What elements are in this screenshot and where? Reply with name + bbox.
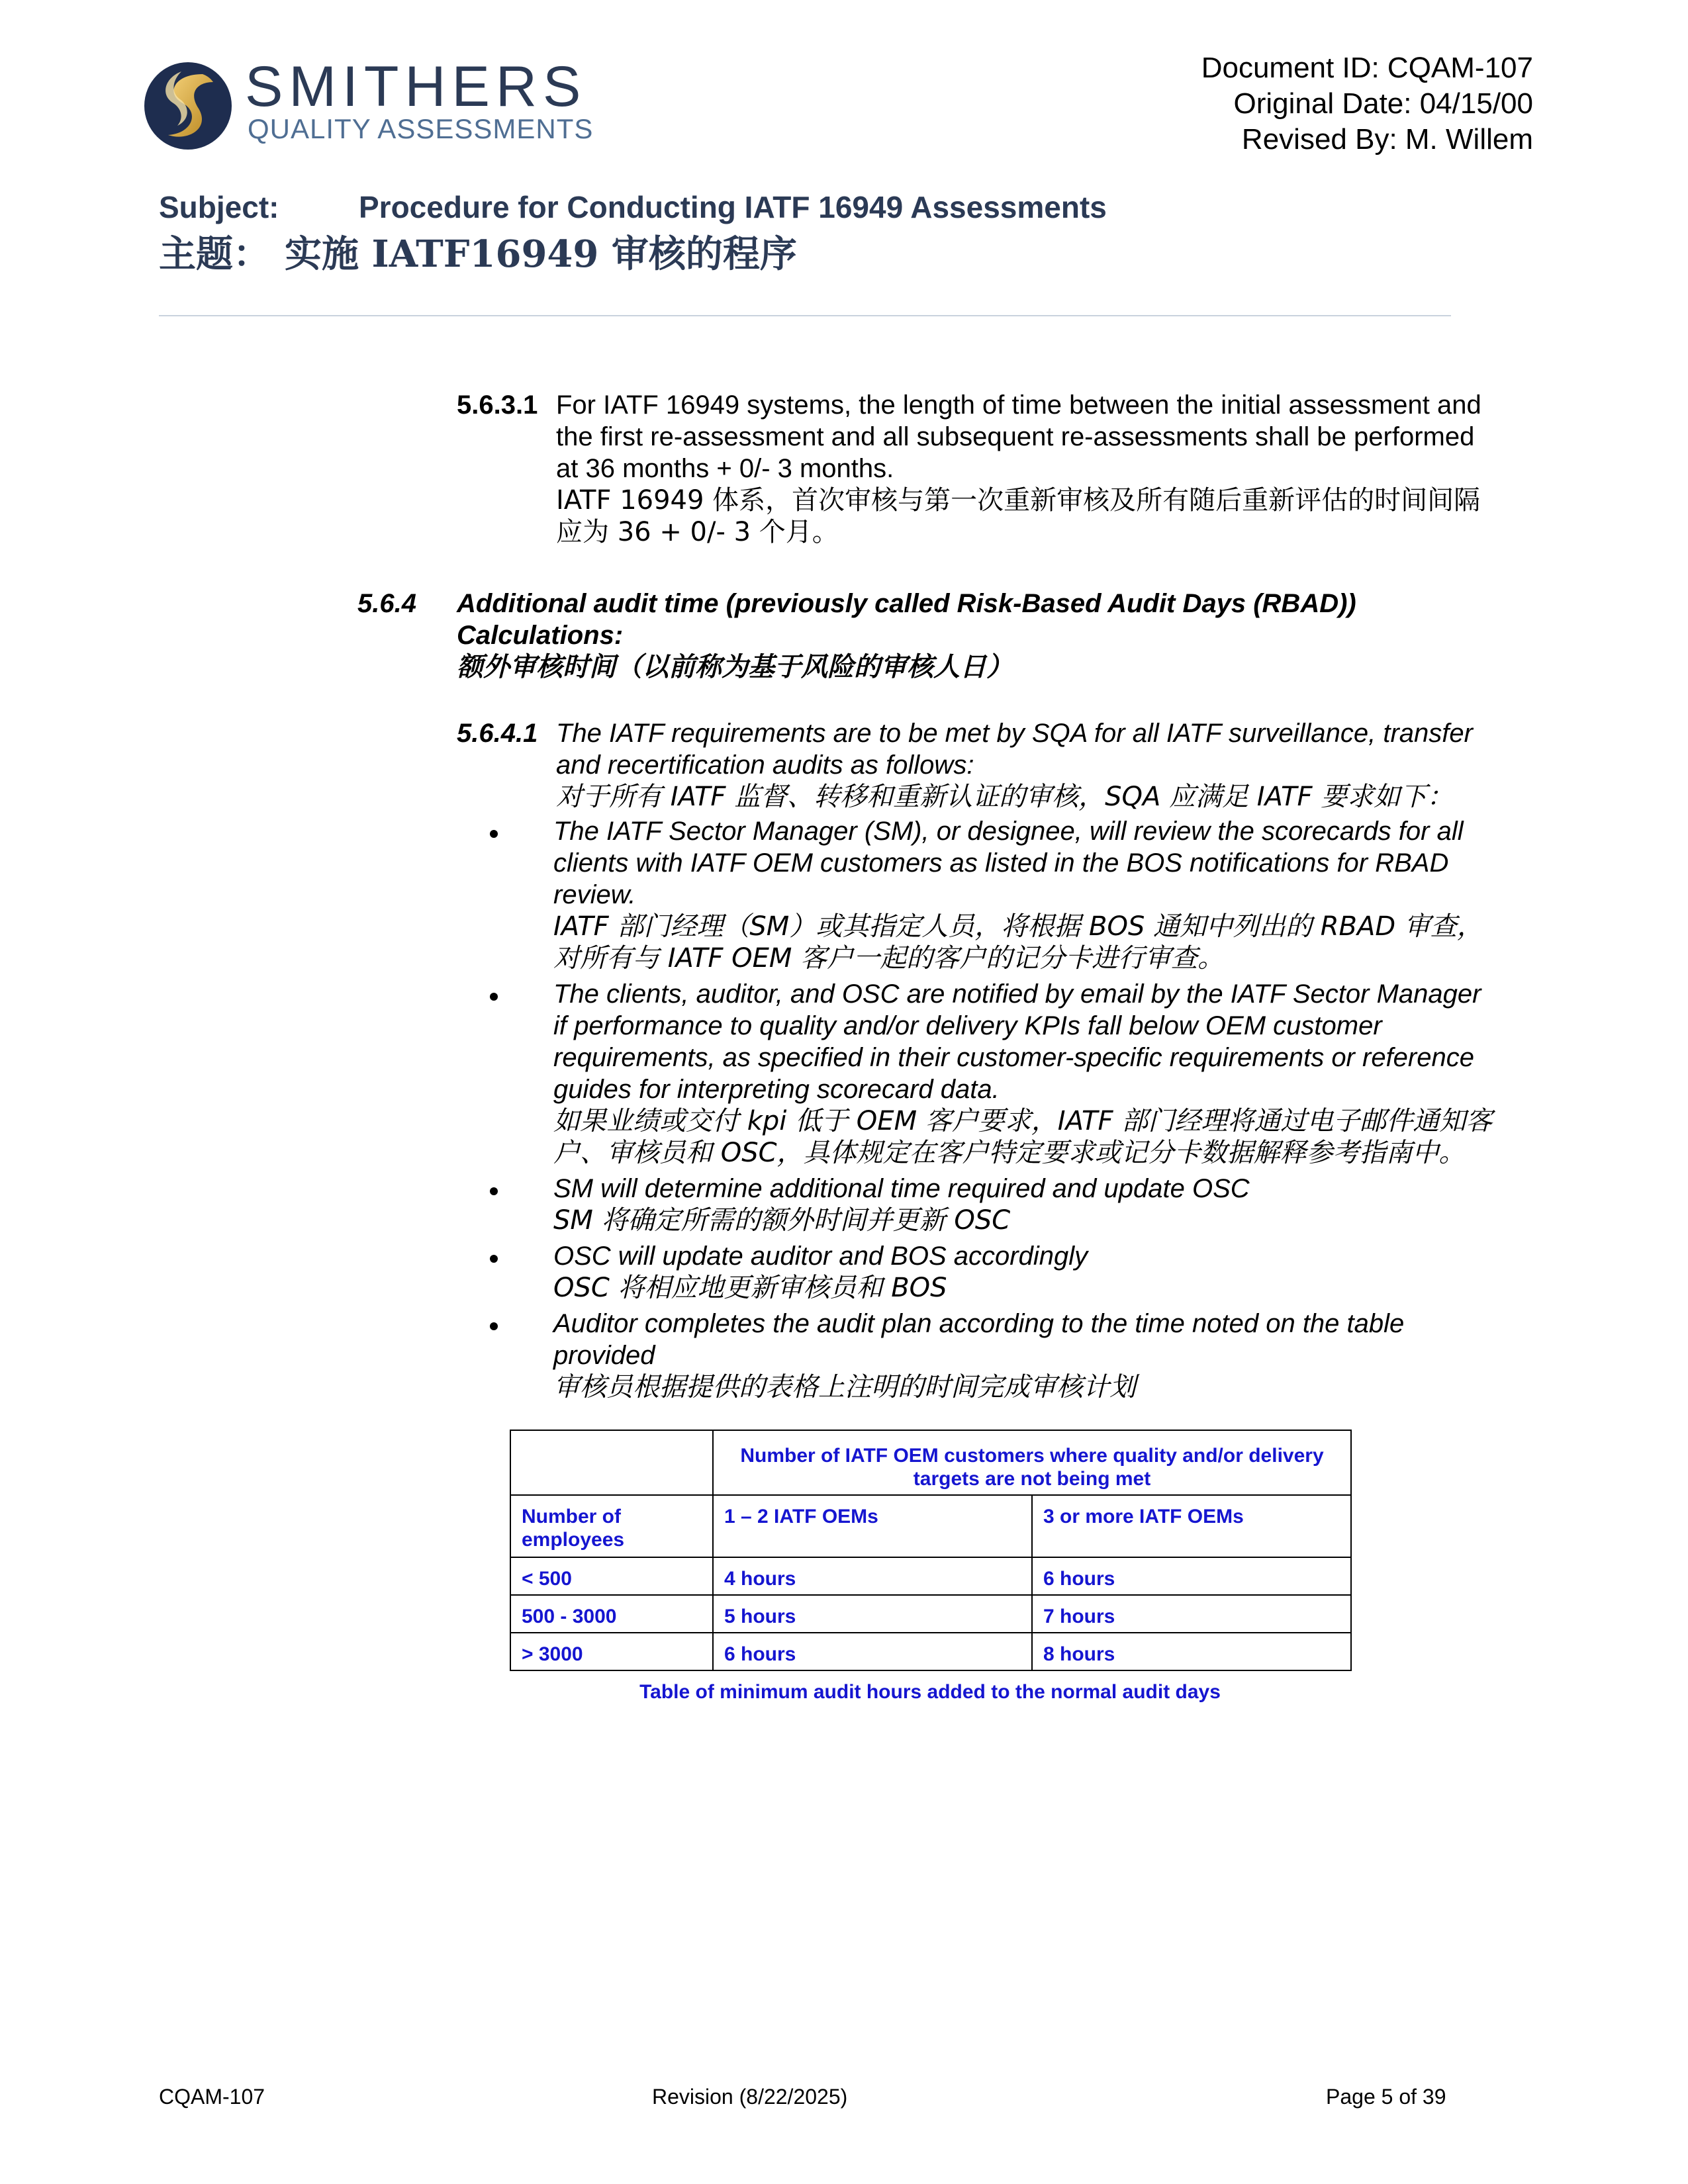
section-line: at 36 months + 0/- 3 months. <box>556 454 894 483</box>
header-divider <box>159 315 1451 316</box>
list-item-line-cn: OSC 将相应地更新审核员和 BOS <box>553 1273 947 1303</box>
list-item <box>490 978 1536 1169</box>
audit-hours-table <box>510 1430 1352 1671</box>
footer-revision: Revision (8/22/2025) <box>652 2085 848 2109</box>
table-column-header: 1 – 2 IATF OEMs <box>713 1495 1032 1557</box>
subject-title: Procedure for Conducting IATF 16949 Assessments <box>359 190 1107 224</box>
list-item-line-cn: 对所有与 IATF OEM 客户一起的客户的记分卡进行审查。 <box>553 943 1225 974</box>
section-line: For IATF 16949 systems, the length of time between the initial assessment and <box>556 390 1481 420</box>
list-item-line-cn: 如果业绩或交付 kpi 低于 OEM 客户要求，IATF 部门经理将通过电子邮件通知客 <box>553 1106 1493 1136</box>
list-item-line: Auditor completes the audit plan according to the time noted on the table <box>553 1309 1405 1338</box>
section-heading-line: Calculations: <box>457 621 624 650</box>
section-line-cn: 对于所有 IATF 监督、转移和重新认证的审核，SQA 应满足 IATF 要求如下： <box>556 782 1454 812</box>
section-number: 5.6.4 <box>357 589 416 618</box>
section-line: and recertification audits as follows: <box>556 751 974 780</box>
table-top-header: Number of IATF OEM customers where quality and/or delivery targets are not being met <box>713 1430 1351 1495</box>
bullet-icon <box>490 1322 498 1330</box>
subject-label-cn: 主题： <box>159 232 270 276</box>
table-cell: 8 hours <box>1032 1633 1351 1670</box>
list-item <box>490 1240 1536 1304</box>
list-item-line-cn: 审核员根据提供的表格上注明的时间完成审核计划 <box>553 1372 1136 1402</box>
list-item-line: SM will determine additional time required and update OSC <box>553 1174 1250 1203</box>
section-line: the first re-assessment and all subsequent re-assessments shall be performed <box>556 422 1475 451</box>
list-item-line: clients with IATF OEM customers as listed in the BOS notifications for RBAD <box>553 848 1449 878</box>
section-number: 5.6.3.1 <box>457 390 538 420</box>
bullet-icon <box>490 830 498 838</box>
list-item-line-cn: SM 将确定所需的额外时间并更新 OSC <box>553 1205 1011 1236</box>
table-cell: 4 hours <box>713 1557 1032 1595</box>
table-row <box>510 1495 1351 1557</box>
section-line-cn: 应为 36 + 0/- 3 个月。 <box>556 517 839 547</box>
section-line: The IATF requirements are to be met by SQA for all IATF surveillance, transfer <box>556 719 1473 748</box>
document-meta <box>1070 50 1533 158</box>
logo-tagline: QUALITY ASSESSMENTS <box>248 113 594 144</box>
bullet-icon <box>490 993 498 1001</box>
list-item-line: review. <box>553 880 636 909</box>
list-item-line: requirements, as specified in their customer-specific requirements or reference <box>553 1043 1474 1072</box>
list-item-line: if performance to quality and/or delivery KPIs fall below OEM customer <box>553 1011 1382 1040</box>
logo-wordmark: SMITHERS <box>245 55 587 118</box>
document-id: Document ID: CQAM-107 <box>1201 52 1533 84</box>
list-item <box>490 1173 1536 1236</box>
bullet-icon <box>490 1187 498 1195</box>
table-row <box>510 1633 1351 1670</box>
section-heading-line: Additional audit time (previously called Risk-Based Audit Days (RBAD)) <box>457 589 1356 618</box>
list-item-line: The clients, auditor, and OSC are notified by email by the IATF Sector Manager <box>553 979 1481 1009</box>
logo-emblem-icon <box>142 60 234 152</box>
list-item <box>490 815 1536 974</box>
footer-doc-code: CQAM-107 <box>159 2085 265 2109</box>
list-item-line-cn: IATF 部门经理（SM）或其指定人员，将根据 BOS 通知中列出的 RBAD 审查， <box>553 911 1483 942</box>
table-row <box>510 1557 1351 1595</box>
table-caption: Table of minimum audit hours added to the normal audit days <box>639 1681 1221 1703</box>
section-5-6-4-1 <box>457 717 1542 817</box>
revised-by: Revised By: M. Willem <box>1241 123 1533 156</box>
subject-label: Subject: <box>159 190 279 224</box>
list-item <box>490 1308 1536 1403</box>
footer-page-number: Page 5 of 39 <box>1326 2085 1446 2109</box>
table-cell-label: > 3000 <box>510 1633 713 1670</box>
table-row-header: Number of employees <box>510 1495 713 1557</box>
table-cell: 7 hours <box>1032 1595 1351 1633</box>
bullet-icon <box>490 1255 498 1263</box>
subject-line <box>159 189 1107 225</box>
list-item-line: The IATF Sector Manager (SM), or designee, will review the scorecards for all <box>553 817 1464 846</box>
section-line-cn: IATF 16949 体系，首次审核与第一次重新审核及所有随后重新评估的时间间隔 <box>556 485 1481 516</box>
subject-title-cn: 实施 IATF16949 审核的程序 <box>285 232 797 276</box>
table-corner-cell <box>510 1430 713 1495</box>
company-logo <box>142 55 594 156</box>
table-row <box>510 1595 1351 1633</box>
section-5-6-3-1 <box>457 389 1542 555</box>
list-item-line: provided <box>553 1341 655 1370</box>
section-number: 5.6.4.1 <box>457 719 538 748</box>
section-5-6-4 <box>357 588 1483 694</box>
table-cell: 6 hours <box>1032 1557 1351 1595</box>
list-item-line: OSC will update auditor and BOS accordingly <box>553 1242 1088 1271</box>
subject-line-cn <box>159 225 797 278</box>
original-date: Original Date: 04/15/00 <box>1233 87 1533 120</box>
table-row <box>510 1430 1351 1495</box>
requirements-list <box>490 815 1536 1407</box>
table-cell: 5 hours <box>713 1595 1032 1633</box>
table-column-header: 3 or more IATF OEMs <box>1032 1495 1351 1557</box>
table-cell-label: 500 - 3000 <box>510 1595 713 1633</box>
table-cell-label: < 500 <box>510 1557 713 1595</box>
list-item-line: guides for interpreting scorecard data. <box>553 1075 1000 1104</box>
table-cell: 6 hours <box>713 1633 1032 1670</box>
section-heading-line-cn: 额外审核时间（以前称为基于风险的审核人日） <box>457 652 1013 682</box>
list-item-line-cn: 户、审核员和 OSC，具体规定在客户特定要求或记分卡数据解释参考指南中。 <box>553 1138 1466 1168</box>
